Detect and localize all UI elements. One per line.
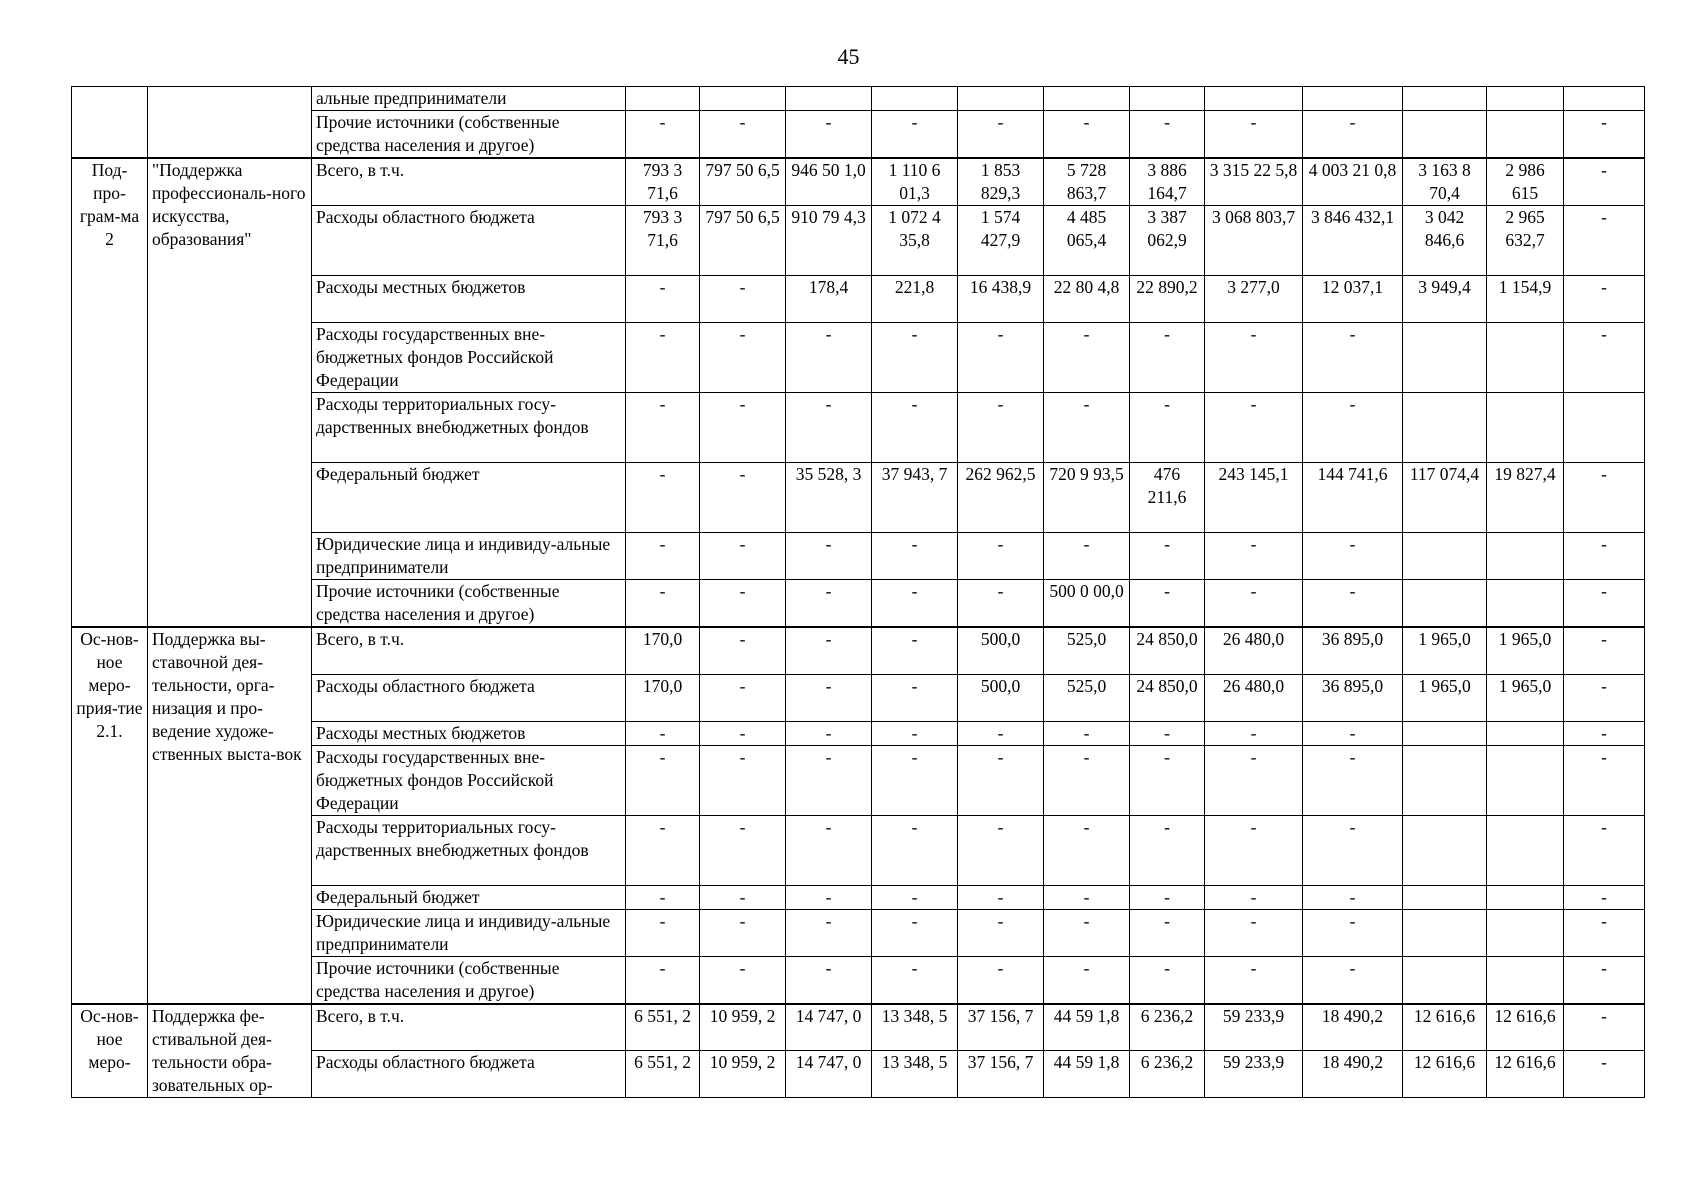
funding-source-cell: Расходы местных бюджетов <box>312 276 626 323</box>
year-value-cell: - <box>1564 1051 1645 1098</box>
year-value-cell: - <box>1564 674 1645 721</box>
year-value-cell: 3 387 062,9 <box>1130 206 1205 276</box>
year-value-cell: - <box>626 745 700 815</box>
year-value-cell: - <box>1564 815 1645 885</box>
year-value-cell: - <box>1303 533 1403 580</box>
funding-source-cell: Расходы местных бюджетов <box>312 721 626 745</box>
year-value-cell: 221,8 <box>872 276 958 323</box>
year-value-cell <box>1487 721 1564 745</box>
year-value-cell: - <box>872 815 958 885</box>
year-value-cell <box>1487 580 1564 628</box>
year-value-cell: 946 50 1,0 <box>786 158 872 206</box>
year-value-cell: 6 236,2 <box>1130 1051 1205 1098</box>
year-value-cell: - <box>872 885 958 909</box>
year-value-cell: - <box>1303 111 1403 159</box>
year-value-cell: - <box>700 956 786 1004</box>
year-value-cell: - <box>1564 1004 1645 1051</box>
funding-source-cell: Всего, в т.ч. <box>312 158 626 206</box>
year-value-cell: - <box>786 745 872 815</box>
year-value-cell: - <box>872 393 958 463</box>
year-value-cell: 793 3 71,6 <box>626 206 700 276</box>
year-value-cell: 13 348, 5 <box>872 1051 958 1098</box>
year-value-cell <box>1403 885 1487 909</box>
table-row <box>72 627 1645 674</box>
year-value-cell: - <box>1303 580 1403 628</box>
year-value-cell: 14 747, 0 <box>786 1051 872 1098</box>
year-value-cell: - <box>786 721 872 745</box>
year-value-cell: 5 728 863,7 <box>1044 158 1130 206</box>
year-value-cell: - <box>1044 956 1130 1004</box>
year-value-cell: - <box>1205 815 1303 885</box>
year-value-cell: 36 895,0 <box>1303 674 1403 721</box>
year-value-cell <box>1403 745 1487 815</box>
year-value-cell: - <box>1205 721 1303 745</box>
year-value-cell: - <box>1303 909 1403 956</box>
year-value-cell <box>1403 111 1487 159</box>
year-value-cell: - <box>700 885 786 909</box>
year-value-cell: 24 850,0 <box>1130 674 1205 721</box>
year-value-cell: - <box>1130 323 1205 393</box>
year-value-cell: 10 959, 2 <box>700 1051 786 1098</box>
year-value-cell: 10 959, 2 <box>700 1004 786 1051</box>
funding-source-cell: Расходы территориальных госу-дарственных внебюджетных фондов <box>312 815 626 885</box>
year-value-cell: - <box>958 721 1044 745</box>
year-value-cell: - <box>626 721 700 745</box>
program-name-cell: "Поддержка профессиональ-ного искусства, образования" <box>148 158 312 627</box>
year-value-cell: 37 156, 7 <box>958 1051 1044 1098</box>
year-value-cell: 22 80 4,8 <box>1044 276 1130 323</box>
year-value-cell: - <box>1564 909 1645 956</box>
year-value-cell: - <box>786 627 872 674</box>
year-value-cell: - <box>1303 393 1403 463</box>
year-value-cell <box>1044 87 1130 111</box>
year-value-cell: 476 211,6 <box>1130 463 1205 533</box>
year-value-cell <box>1487 87 1564 111</box>
year-value-cell: - <box>1564 111 1645 159</box>
year-value-cell: 525,0 <box>1044 674 1130 721</box>
year-value-cell <box>1403 815 1487 885</box>
funding-source-cell: Федеральный бюджет <box>312 463 626 533</box>
funding-source-cell: Прочие источники (собственные средства населения и другое) <box>312 580 626 628</box>
year-value-cell: - <box>1130 393 1205 463</box>
year-value-cell: 1 574 427,9 <box>958 206 1044 276</box>
year-value-cell: 2 965 632,7 <box>1487 206 1564 276</box>
year-value-cell <box>1303 87 1403 111</box>
year-value-cell: 13 348, 5 <box>872 1004 958 1051</box>
year-value-cell: - <box>872 909 958 956</box>
year-value-cell: - <box>872 323 958 393</box>
program-code-cell <box>72 87 148 159</box>
year-value-cell: 18 490,2 <box>1303 1051 1403 1098</box>
year-value-cell: - <box>626 393 700 463</box>
year-value-cell: - <box>1130 885 1205 909</box>
year-value-cell: - <box>1564 721 1645 745</box>
year-value-cell: - <box>1130 909 1205 956</box>
year-value-cell: 117 074,4 <box>1403 463 1487 533</box>
year-value-cell: - <box>626 533 700 580</box>
year-value-cell: 6 551, 2 <box>626 1051 700 1098</box>
funding-source-cell: Федеральный бюджет <box>312 885 626 909</box>
year-value-cell: 2 986 615 <box>1487 158 1564 206</box>
program-code-cell: Ос-нов-ное меро-прия-тие 2.1. <box>72 627 148 1004</box>
year-value-cell: - <box>1303 745 1403 815</box>
program-code-cell: Ос-нов-ное меро- <box>72 1004 148 1098</box>
year-value-cell: - <box>1130 956 1205 1004</box>
year-value-cell <box>786 87 872 111</box>
year-value-cell: 12 616,6 <box>1487 1004 1564 1051</box>
year-value-cell: 22 890,2 <box>1130 276 1205 323</box>
year-value-cell: - <box>1130 580 1205 628</box>
year-value-cell: - <box>626 463 700 533</box>
year-value-cell: - <box>1044 885 1130 909</box>
year-value-cell <box>1403 393 1487 463</box>
year-value-cell <box>1403 533 1487 580</box>
year-value-cell: 16 438,9 <box>958 276 1044 323</box>
year-value-cell <box>1487 815 1564 885</box>
year-value-cell: - <box>1205 745 1303 815</box>
year-value-cell: - <box>1564 158 1645 206</box>
year-value-cell: - <box>1564 206 1645 276</box>
funding-source-cell: Расходы областного бюджета <box>312 674 626 721</box>
year-value-cell: 144 741,6 <box>1303 463 1403 533</box>
year-value-cell: - <box>1044 745 1130 815</box>
year-value-cell: 170,0 <box>626 674 700 721</box>
year-value-cell <box>1403 721 1487 745</box>
year-value-cell: - <box>700 674 786 721</box>
year-value-cell <box>1487 111 1564 159</box>
year-value-cell: - <box>958 815 1044 885</box>
program-name-cell: Поддержка вы-ставочной дея-тельности, орга-низация и про-ведение художе-ственных выста-вок <box>148 627 312 1004</box>
year-value-cell: 170,0 <box>626 627 700 674</box>
year-value-cell: - <box>1205 956 1303 1004</box>
year-value-cell: 500,0 <box>958 627 1044 674</box>
year-value-cell: 525,0 <box>1044 627 1130 674</box>
year-value-cell <box>1564 87 1645 111</box>
year-value-cell: - <box>1564 956 1645 1004</box>
year-value-cell: - <box>958 111 1044 159</box>
year-value-cell: 1 154,9 <box>1487 276 1564 323</box>
year-value-cell: - <box>700 909 786 956</box>
year-value-cell: 3 886 164,7 <box>1130 158 1205 206</box>
year-value-cell: - <box>872 745 958 815</box>
year-value-cell: 3 277,0 <box>1205 276 1303 323</box>
year-value-cell: - <box>1130 111 1205 159</box>
year-value-cell: - <box>626 580 700 628</box>
year-value-cell: - <box>786 674 872 721</box>
year-value-cell: 3 042 846,6 <box>1403 206 1487 276</box>
program-name-cell <box>148 87 312 159</box>
year-value-cell: - <box>872 580 958 628</box>
funding-source-cell: Всего, в т.ч. <box>312 1004 626 1051</box>
year-value-cell: - <box>1303 956 1403 1004</box>
funding-source-cell: Прочие источники (собственные средства населения и другое) <box>312 111 626 159</box>
year-value-cell: - <box>1205 323 1303 393</box>
year-value-cell: 19 827,4 <box>1487 463 1564 533</box>
year-value-cell: - <box>872 627 958 674</box>
year-value-cell: - <box>1564 533 1645 580</box>
year-value-cell: 793 3 71,6 <box>626 158 700 206</box>
year-value-cell: - <box>700 627 786 674</box>
funding-source-cell: Расходы областного бюджета <box>312 1051 626 1098</box>
page-number: 45 <box>837 44 860 69</box>
year-value-cell: - <box>1044 533 1130 580</box>
year-value-cell: - <box>1044 393 1130 463</box>
year-value-cell: - <box>872 533 958 580</box>
year-value-cell: - <box>1205 909 1303 956</box>
year-value-cell: 3 315 22 5,8 <box>1205 158 1303 206</box>
year-value-cell <box>1403 323 1487 393</box>
year-value-cell: 3 949,4 <box>1403 276 1487 323</box>
year-value-cell <box>1487 885 1564 909</box>
year-value-cell: - <box>1564 885 1645 909</box>
year-value-cell: 6 236,2 <box>1130 1004 1205 1051</box>
year-value-cell: - <box>1130 533 1205 580</box>
funding-source-cell: Расходы территориальных госу-дарственных внебюджетных фондов <box>312 393 626 463</box>
year-value-cell: - <box>700 393 786 463</box>
year-value-cell: - <box>1205 885 1303 909</box>
year-value-cell <box>1403 87 1487 111</box>
year-value-cell: - <box>1130 815 1205 885</box>
year-value-cell <box>1403 580 1487 628</box>
year-value-cell: - <box>626 111 700 159</box>
year-value-cell: - <box>1303 323 1403 393</box>
year-value-cell <box>1487 745 1564 815</box>
year-value-cell: 797 50 6,5 <box>700 206 786 276</box>
year-value-cell: - <box>1564 323 1645 393</box>
year-value-cell: 44 59 1,8 <box>1044 1051 1130 1098</box>
year-value-cell: - <box>872 721 958 745</box>
year-value-cell: - <box>700 533 786 580</box>
year-value-cell: 3 068 803,7 <box>1205 206 1303 276</box>
year-value-cell: - <box>1205 111 1303 159</box>
funding-source-cell: Расходы государственных вне-бюджетных фондов Российской Федерации <box>312 323 626 393</box>
funding-source-cell: альные предприниматели <box>312 87 626 111</box>
year-value-cell: - <box>1564 745 1645 815</box>
year-value-cell: 500,0 <box>958 674 1044 721</box>
year-value-cell: - <box>1564 276 1645 323</box>
year-value-cell: - <box>786 885 872 909</box>
year-value-cell: 1 965,0 <box>1403 627 1487 674</box>
year-value-cell: - <box>1044 323 1130 393</box>
year-value-cell: - <box>700 111 786 159</box>
program-code-cell: Под-про-грам-ма 2 <box>72 158 148 627</box>
year-value-cell <box>1487 956 1564 1004</box>
year-value-cell <box>1487 533 1564 580</box>
year-value-cell <box>1487 393 1564 463</box>
year-value-cell: - <box>958 745 1044 815</box>
year-value-cell: 1 072 4 35,8 <box>872 206 958 276</box>
year-value-cell <box>1403 956 1487 1004</box>
year-value-cell: 3 846 432,1 <box>1303 206 1403 276</box>
year-value-cell: - <box>958 580 1044 628</box>
year-value-cell <box>626 87 700 111</box>
year-value-cell <box>1487 323 1564 393</box>
year-value-cell: - <box>958 533 1044 580</box>
year-value-cell: - <box>1303 815 1403 885</box>
year-value-cell: 37 156, 7 <box>958 1004 1044 1051</box>
year-value-cell: - <box>786 956 872 1004</box>
year-value-cell: 1 110 6 01,3 <box>872 158 958 206</box>
year-value-cell: 59 233,9 <box>1205 1051 1303 1098</box>
year-value-cell: - <box>786 815 872 885</box>
year-value-cell: - <box>1205 393 1303 463</box>
year-value-cell: 12 616,6 <box>1403 1004 1487 1051</box>
year-value-cell: - <box>958 956 1044 1004</box>
budget-table <box>71 86 1645 1098</box>
year-value-cell: - <box>626 276 700 323</box>
year-value-cell: - <box>1564 580 1645 628</box>
year-value-cell: - <box>872 111 958 159</box>
year-value-cell: 44 59 1,8 <box>1044 1004 1130 1051</box>
funding-source-cell: Прочие источники (собственные средства населения и другое) <box>312 956 626 1004</box>
year-value-cell: 910 79 4,3 <box>786 206 872 276</box>
year-value-cell: - <box>786 323 872 393</box>
year-value-cell: - <box>700 276 786 323</box>
funding-source-cell: Расходы государственных вне-бюджетных фондов Российской Федерации <box>312 745 626 815</box>
year-value-cell: 262 962,5 <box>958 463 1044 533</box>
year-value-cell: - <box>700 580 786 628</box>
funding-source-cell: Расходы областного бюджета <box>312 206 626 276</box>
year-value-cell: 35 528, 3 <box>786 463 872 533</box>
year-value-cell: - <box>786 909 872 956</box>
year-value-cell: 37 943, 7 <box>872 463 958 533</box>
year-value-cell: - <box>872 674 958 721</box>
year-value-cell: - <box>700 815 786 885</box>
year-value-cell: 36 895,0 <box>1303 627 1403 674</box>
program-name-cell: Поддержка фе-стивальной дея-тельности обра-зовательных ор- <box>148 1004 312 1098</box>
year-value-cell: 1 853 829,3 <box>958 158 1044 206</box>
year-value-cell: - <box>786 393 872 463</box>
year-value-cell: 1 965,0 <box>1403 674 1487 721</box>
year-value-cell: - <box>1044 815 1130 885</box>
year-value-cell: - <box>1303 721 1403 745</box>
year-value-cell: - <box>872 956 958 1004</box>
year-value-cell <box>1403 909 1487 956</box>
year-value-cell <box>1564 393 1645 463</box>
year-value-cell: - <box>1044 111 1130 159</box>
year-value-cell: - <box>626 323 700 393</box>
year-value-cell: - <box>1044 721 1130 745</box>
year-value-cell: 500 0 00,0 <box>1044 580 1130 628</box>
year-value-cell: - <box>1564 463 1645 533</box>
year-value-cell: 1 965,0 <box>1487 674 1564 721</box>
year-value-cell: 59 233,9 <box>1205 1004 1303 1051</box>
year-value-cell: - <box>1044 909 1130 956</box>
year-value-cell: 243 145,1 <box>1205 463 1303 533</box>
year-value-cell: 797 50 6,5 <box>700 158 786 206</box>
year-value-cell <box>700 87 786 111</box>
year-value-cell <box>1487 909 1564 956</box>
year-value-cell: - <box>958 323 1044 393</box>
funding-source-cell: Юридические лица и индивиду-альные предприниматели <box>312 909 626 956</box>
year-value-cell: - <box>958 909 1044 956</box>
year-value-cell: - <box>786 580 872 628</box>
year-value-cell: - <box>786 111 872 159</box>
funding-source-cell: Юридические лица и индивиду-альные предприниматели <box>312 533 626 580</box>
year-value-cell: 24 850,0 <box>1130 627 1205 674</box>
year-value-cell: - <box>958 885 1044 909</box>
year-value-cell <box>958 87 1044 111</box>
year-value-cell <box>872 87 958 111</box>
year-value-cell: - <box>700 745 786 815</box>
year-value-cell: 4 485 065,4 <box>1044 206 1130 276</box>
year-value-cell: 4 003 21 0,8 <box>1303 158 1403 206</box>
year-value-cell <box>1130 87 1205 111</box>
year-value-cell <box>1205 87 1303 111</box>
year-value-cell: - <box>626 885 700 909</box>
year-value-cell: 12 037,1 <box>1303 276 1403 323</box>
table-row <box>72 1004 1645 1051</box>
year-value-cell: - <box>700 721 786 745</box>
year-value-cell: - <box>958 393 1044 463</box>
year-value-cell: 12 616,6 <box>1487 1051 1564 1098</box>
year-value-cell: - <box>1205 533 1303 580</box>
year-value-cell: - <box>1130 745 1205 815</box>
year-value-cell: - <box>700 463 786 533</box>
year-value-cell: 26 480,0 <box>1205 627 1303 674</box>
year-value-cell: - <box>1303 885 1403 909</box>
year-value-cell: 720 9 93,5 <box>1044 463 1130 533</box>
year-value-cell: 1 965,0 <box>1487 627 1564 674</box>
year-value-cell: 26 480,0 <box>1205 674 1303 721</box>
year-value-cell: - <box>626 956 700 1004</box>
year-value-cell: - <box>786 533 872 580</box>
year-value-cell: - <box>1564 627 1645 674</box>
year-value-cell: 12 616,6 <box>1403 1051 1487 1098</box>
year-value-cell: 6 551, 2 <box>626 1004 700 1051</box>
table-row <box>72 158 1645 206</box>
year-value-cell: 18 490,2 <box>1303 1004 1403 1051</box>
year-value-cell: - <box>700 323 786 393</box>
year-value-cell: 178,4 <box>786 276 872 323</box>
year-value-cell: 3 163 8 70,4 <box>1403 158 1487 206</box>
year-value-cell: - <box>626 909 700 956</box>
table-body <box>72 87 1645 1098</box>
year-value-cell: 14 747, 0 <box>786 1004 872 1051</box>
year-value-cell: - <box>626 815 700 885</box>
year-value-cell: - <box>1130 721 1205 745</box>
year-value-cell: - <box>1205 580 1303 628</box>
funding-source-cell: Всего, в т.ч. <box>312 627 626 674</box>
table-row <box>72 87 1645 111</box>
